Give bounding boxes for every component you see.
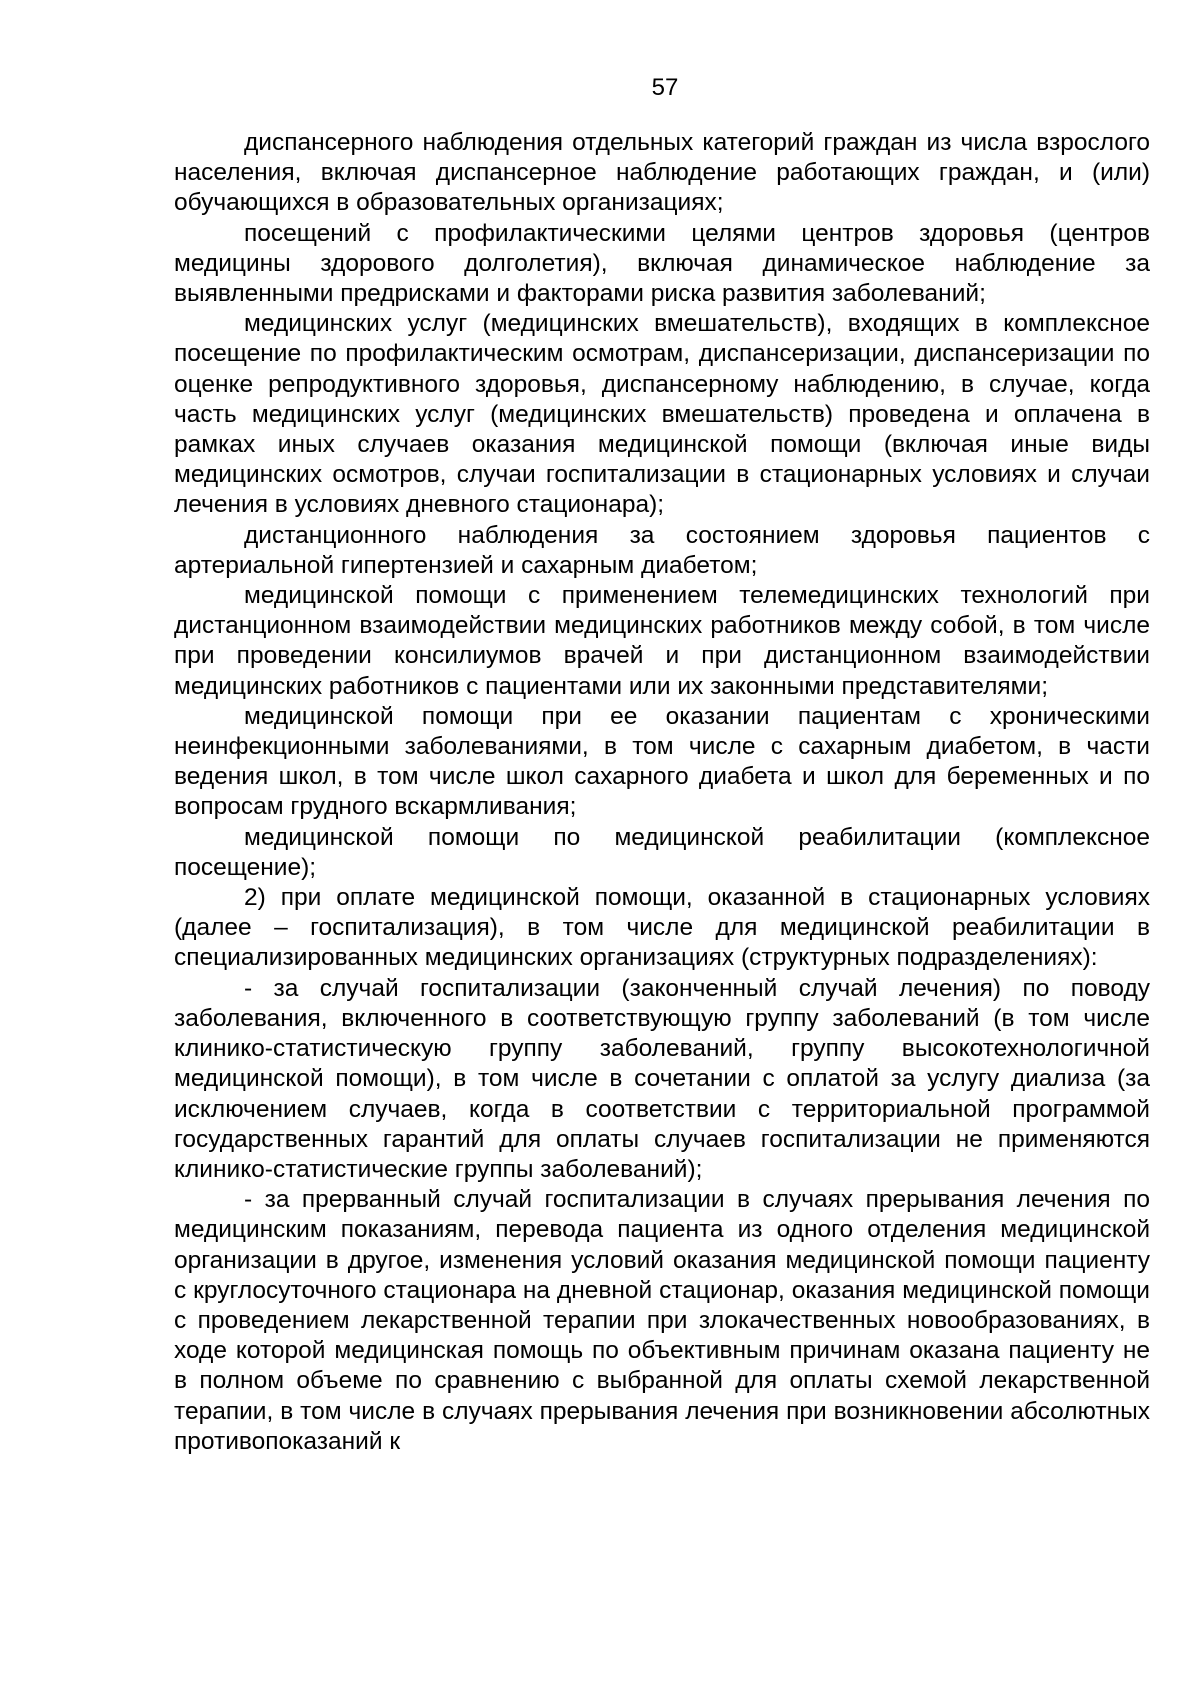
paragraph-rehabilitation: медицинской помощи по медицинской реабилитации (комплексное посещение); bbox=[174, 823, 1150, 881]
paragraph-inpatient-payment: 2) при оплате медицинской помощи, оказанной в стационарных условиях (далее – госпитализация), в том числе для медицинской реабилитации в специализированных медицинских организациях (структурных подразделениях): bbox=[174, 884, 1150, 972]
paragraph-chronic-disease-schools: медицинской помощи при ее оказании пациентам с хроническими неинфекционными заболеваниями, в том числе с сахарным диабетом, в части ведения школ, в том числе школ сахарного диабета и школ для беременных и по вопросам грудного вскармливания; bbox=[174, 702, 1150, 821]
paragraph-hospitalization-case: - за случай госпитализации (законченный случай лечения) по поводу заболевания, включенного в соответствующую группу заболеваний (в том числе клинико-статистическую группу заболеваний, группу высокотехнологичной медицинской помощи), в том числе в сочетании с оплатой за услугу диализа (за исключением случаев, когда в соответствии с территориальной программой государственных гарантий для оплаты случаев госпитализации не применяются клинико-статистические группы заболеваний); bbox=[174, 974, 1150, 1183]
paragraph-medical-services: медицинских услуг (медицинских вмешательств), входящих в комплексное посещение по профилактическим осмотрам, диспансеризации, диспансеризации по оценке репродуктивного здоровья, диспансерному наблюдению, в случае, когда часть медицинских услуг (медицинских вмешательств) проведена и оплачена в рамках иных случаев оказания медицинской помощи (включая иные виды медицинских осмотров, случаи госпитализации в стационарных условиях и случаи лечения в условиях дневного стационара); bbox=[174, 310, 1150, 519]
document-body bbox=[174, 128, 1150, 1457]
paragraph-remote-monitoring: дистанционного наблюдения за состоянием здоровья пациентов с артериальной гипертензией и сахарным диабетом; bbox=[174, 521, 1150, 579]
paragraph-dispensary-observation: диспансерного наблюдения отдельных категорий граждан из числа взрослого населения, включая диспансерное наблюдение работающих граждан, и (или) обучающихся в образовательных организациях; bbox=[174, 129, 1150, 217]
page-number: 57 bbox=[651, 74, 679, 101]
paragraph-interrupted-case: - за прерванный случай госпитализации в случаях прерывания лечения по медицинским показаниям, перевода пациента из одного отделения медицинской организации в другое, изменения условий оказания медицинской помощи пациенту с круглосуточного стационара на дневной стационар, оказания медицинской помощи с проведением лекарственной терапии при злокачественных новообразованиях, в ходе которой медицинская помощь по объективным причинам оказана пациенту не в полном объеме по сравнению с выбранной для оплаты схемой лекарственной терапии, в том числе в случаях прерывания лечения при возникновении абсолютных противопоказаний к bbox=[174, 1186, 1150, 1455]
paragraph-health-center-visits: посещений с профилактическими целями центров здоровья (центров медицины здорового долголетия), включая динамическое наблюдение за выявленными предрисками и факторами риска развития заболеваний; bbox=[174, 219, 1150, 308]
paragraph-telemedicine: медицинской помощи с применением телемедицинских технологий при дистанционном взаимодействии медицинских работников между собой, в том числе при проведении консилиумов врачей и при дистанционном взаимодействии медицинских работников с пациентами или их законными представителями; bbox=[174, 582, 1150, 700]
